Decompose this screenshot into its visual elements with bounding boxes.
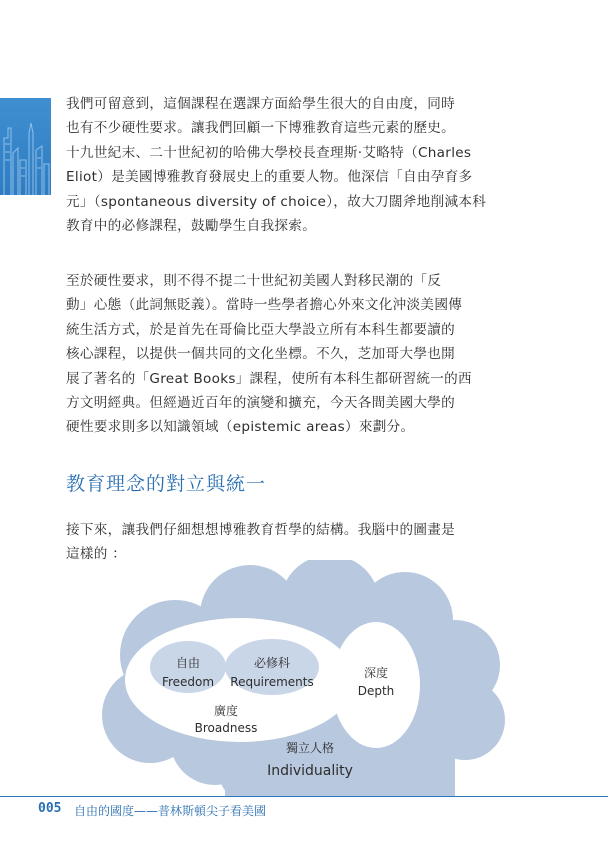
text-line: 我們可留意到，這個課程在選課方面給學生很大的自由度，同時 [66,96,456,112]
freedom-label-en: Freedom [161,675,215,689]
side-tab-decoration [0,98,51,195]
depth-label-en: Depth [357,684,395,698]
paragraph-requirements [66,269,506,440]
broadness-label-en: Broadness [194,721,258,735]
text-line: 也有不少硬性要求。讓我們回顧一下博雅教育這些元素的歷史。 [66,120,456,137]
section-heading: 教育理念的對立與統一 [66,473,267,495]
requirements-label-zh: 必修科 [253,656,291,670]
text-line: 展了著名的「Great Books」課程，使所有本科生都研習統一的西 [66,370,472,387]
text-line: 至於硬性要求，則不得不提二十世紀初美國人對移民潮的「反 [66,273,442,289]
requirements-label-en: Requirements [230,675,314,689]
text-line: 接下來，讓我們仔細想想博雅教育哲學的結構。我腦中的圖畫是 [66,522,456,538]
individuality-label-en: Individuality [267,763,353,779]
text-line: 核心課程，以提供一個共同的文化坐標。不久，芝加哥大學也開 [66,346,456,363]
text-line: 元」（spontaneous diversity of choice），故大刀闊斧地削減本科 [66,193,487,210]
city-skyline-icon [0,98,51,195]
freedom-label-zh: 自由 [175,656,201,670]
text-line: 這樣的 ： [66,546,127,563]
page-number: 005 [38,801,62,816]
text-line: Eliot）是美國博雅教育發展史上的重要人物。他深信「自由孕育多 [66,169,473,186]
text-line: 硬性要求則多以知識領域（epistemic areas）來劃分。 [66,419,415,436]
text-line: 教育中的必修課程，鼓勵學生自我探索。 [66,217,317,234]
text-line: 動」心態（此詞無貶義）。當時一些學者擔心外來文化沖淡美國傳 [66,297,463,314]
education-structure-diagram [0,560,608,820]
text-line: 十九世紀末、二十世紀初的哈佛大學校長查理斯·艾略特（Charles [66,144,472,161]
broadness-label-zh: 廣度 [213,704,239,718]
book-title: 自由的國度——普林斯頓尖子看美國 [74,804,267,818]
paragraph-history [66,92,506,238]
text-line: 統生活方式，於是首先在哥倫比亞大學設立所有本科生都要讀的 [66,321,456,338]
page-footer [0,797,608,846]
depth-label-zh: 深度 [363,666,389,680]
individuality-label-zh: 獨立人格 [285,741,335,755]
text-line: 方文明經典。但經過近百年的演變和擴充，今天各間美國大學的 [66,394,456,411]
